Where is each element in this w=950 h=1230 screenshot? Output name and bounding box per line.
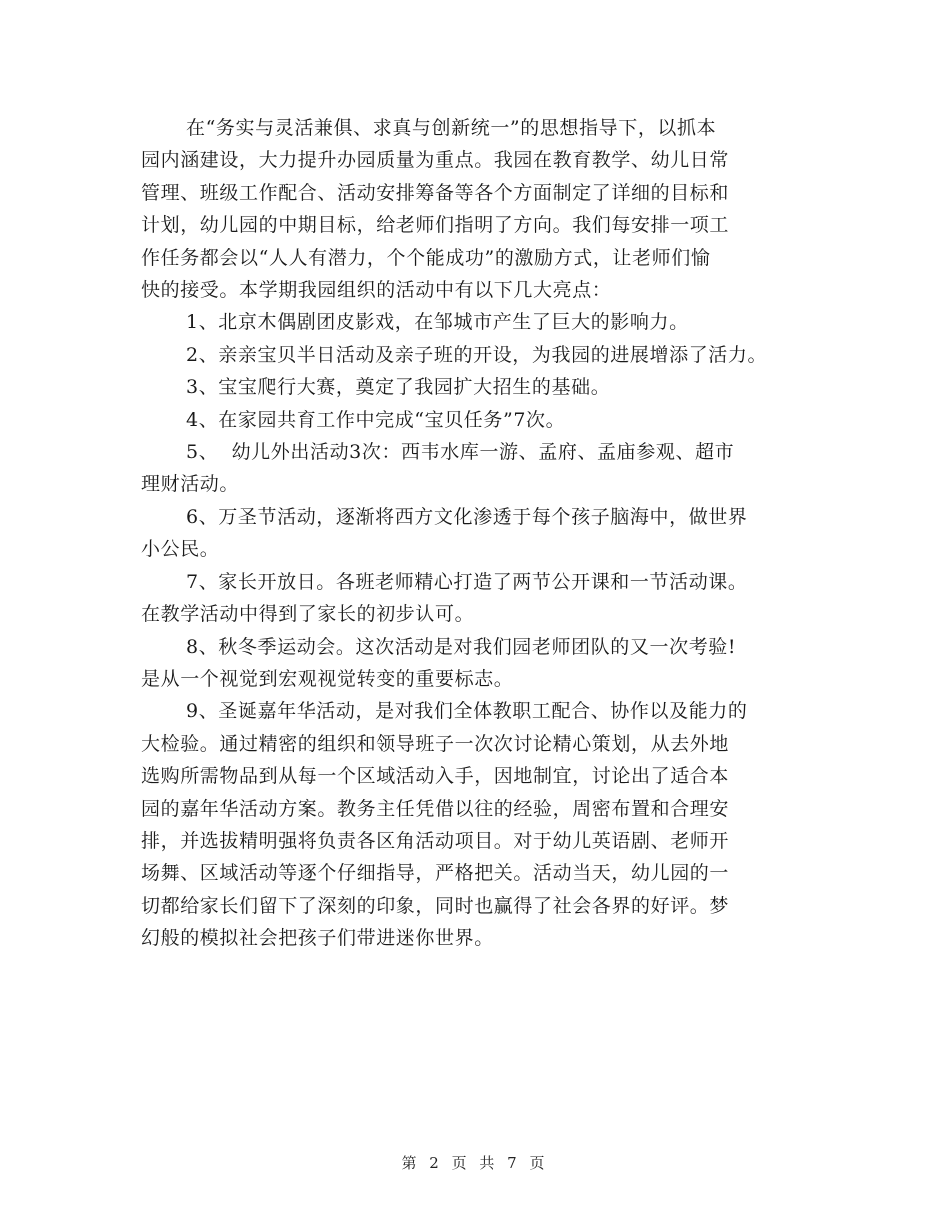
paragraph-item-8: 8、秋冬季运动会。这次活动是对我们园老师团队的又一次考验! 是从一个视觉到宏观视觉转变的重要标志。	[141, 635, 737, 690]
paragraph-item-6: 6、万圣节活动，逐渐将西方文化渗透于每个孩子脑海中，做世界 小公民。	[141, 505, 748, 561]
page-number-footer: 第 2 页 共 7 页	[401, 1154, 549, 1172]
paragraph-item-3: 3、宝宝爬行大赛，奠定了我园扩大招生的基础。	[186, 376, 611, 399]
paragraph-item-7: 7、家长开放日。各班老师精心打造了两节公开课和一节活动课。 在教学活动中得到了家长的初步认可。	[141, 570, 748, 626]
paragraph-item-9: 9、圣诞嘉年华活动，是对我们全体教职工配合、协作以及能力的 大检验。通过精密的组织和领导班子一次次讨论精心策划，从去外地 选购所需物品到从每一个区域活动入手，因地制宜，讨论出了适合本 园的嘉年华活动方案。教务主任凭借以往的经验，周密布置和合理安 排，并选拔精明强将负责各区角活动项目。对于幼儿英语剧、老师开 场舞、区域活动等逐个仔细指导，严格把关。活动当天，幼儿园的一 切都给家长们留下了深刻的印象，同时也赢得了社会各界的好评。梦 幻般的模拟社会把孩子们带进迷你世界。	[141, 700, 748, 950]
paragraph-item-1: 1、北京木偶剧团皮影戏，在邹城市产生了巨大的影响力。	[186, 311, 689, 334]
document-body	[141, 112, 821, 955]
paragraph-item-5: 5、 幼儿外出活动3次：西韦水库一游、孟府、孟庙参观、超市 理财活动。	[141, 441, 735, 496]
paragraph-item-2: 2、亲亲宝贝半日活动及亲子班的开设，为我园的进展增添了活力。	[186, 343, 768, 366]
paragraph-item-4: 4、在家园共育工作中完成“宝贝任务”7次。	[186, 408, 566, 431]
paragraph-intro: 在“务实与灵活兼俱、求真与创新统一”的思想指导下，以抓本 园内涵建设，大力提升办园质量为重点。我园在教育教学、幼儿日常 管理、班级工作配合、活动安排筹备等各个方面制定了详细的目标和 计划，幼儿园的中期目标，给老师们指明了方向。我们每安排一项工 作任务都会以“人人有潜力，个个能成功”的激励方式，让老师们愉 快的接受。本学期我园组织的活动中有以下几大亮点：	[141, 117, 730, 302]
